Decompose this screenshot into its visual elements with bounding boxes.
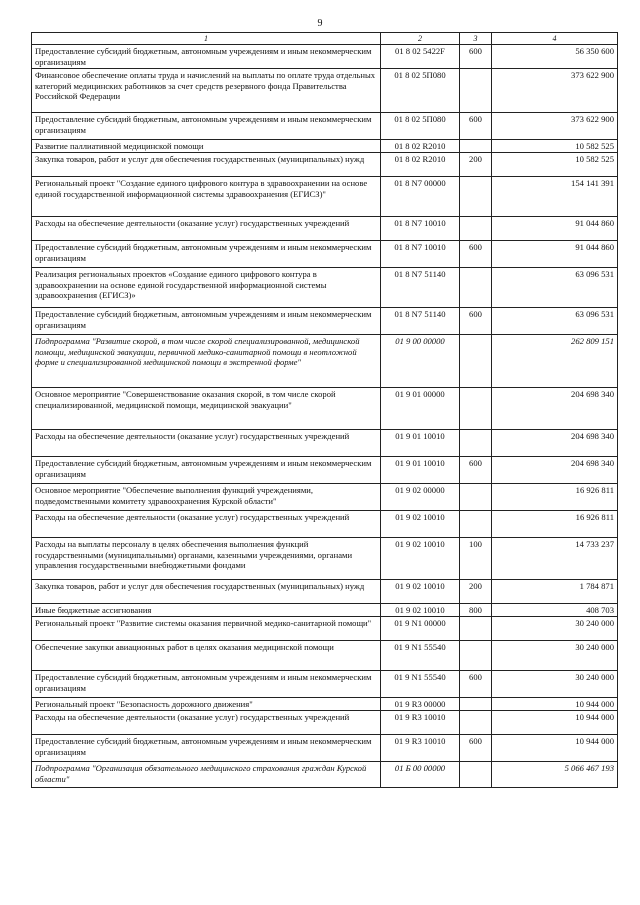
row-name-cell: Финансовое обеспечение оплаты труда и начислений на выплаты по оплате труда отдельных категорий медицинских работников за счет средств резервного фонда Правительства Российской Федерации bbox=[32, 69, 381, 113]
row-type-cell: 600 bbox=[460, 45, 492, 69]
row-amount-cell: 10 582 525 bbox=[492, 140, 618, 153]
row-amount-cell: 10 944 000 bbox=[492, 711, 618, 735]
row-amount-cell: 30 240 000 bbox=[492, 641, 618, 671]
row-name-cell: Предоставление субсидий бюджетным, автономным учреждениям и иным некоммерческим организациям bbox=[32, 671, 381, 698]
row-name-cell: Предоставление субсидий бюджетным, автономным учреждениям и иным некоммерческим организациям bbox=[32, 457, 381, 484]
row-name-cell: Обеспечение закупки авиационных работ в целях оказания медицинской помощи bbox=[32, 641, 381, 671]
row-amount-cell: 10 944 000 bbox=[492, 698, 618, 711]
row-name-cell: Предоставление субсидий бюджетным, автономным учреждениям и иным некоммерческим организациям bbox=[32, 735, 381, 762]
row-name-cell: Закупка товаров, работ и услуг для обеспечения государственных (муниципальных) нужд bbox=[32, 580, 381, 604]
row-amount-cell: 14 733 237 bbox=[492, 538, 618, 580]
row-name-cell: Предоставление субсидий бюджетным, автономным учреждениям и иным некоммерческим организациям bbox=[32, 45, 381, 69]
row-name-cell: Расходы на обеспечение деятельности (оказание услуг) государственных учреждений bbox=[32, 217, 381, 241]
row-type-cell bbox=[460, 617, 492, 641]
table-row bbox=[32, 711, 618, 735]
row-type-cell bbox=[460, 140, 492, 153]
row-amount-cell: 204 698 340 bbox=[492, 457, 618, 484]
table-row bbox=[32, 641, 618, 671]
table-row bbox=[32, 268, 618, 308]
row-name-cell: Расходы на выплаты персоналу в целях обеспечения выполнения функций государственными (муниципальными) органами, казенными учреждениями, органами управления государственными внебюджетными фондами bbox=[32, 538, 381, 580]
row-name-cell: Подпрограмма "Организация обязательного медицинского страхования граждан Курской области" bbox=[32, 762, 381, 788]
table-row bbox=[32, 45, 618, 69]
row-amount-cell: 56 350 600 bbox=[492, 45, 618, 69]
row-amount-cell: 154 141 391 bbox=[492, 177, 618, 217]
row-code-cell: 01 8 02 5П080 bbox=[381, 69, 460, 113]
budget-table-body bbox=[32, 33, 618, 788]
row-code-cell: 01 9 R3 10010 bbox=[381, 735, 460, 762]
row-code-cell: 01 9 02 10010 bbox=[381, 511, 460, 538]
row-type-cell: 200 bbox=[460, 153, 492, 177]
table-row bbox=[32, 698, 618, 711]
row-type-cell: 600 bbox=[460, 113, 492, 140]
row-name-cell: Развитие паллиативной медицинской помощи bbox=[32, 140, 381, 153]
row-name-cell: Основное мероприятие "Обеспечение выполнения функций учреждениями, подведомственными комитету здравоохранения Курской области" bbox=[32, 484, 381, 511]
row-code-cell: 01 8 02 R2010 bbox=[381, 153, 460, 177]
table-row bbox=[32, 153, 618, 177]
row-amount-cell: 30 240 000 bbox=[492, 617, 618, 641]
table-row bbox=[32, 308, 618, 335]
row-code-cell: 01 8 02 R2010 bbox=[381, 140, 460, 153]
row-code-cell: 01 8 N7 51140 bbox=[381, 268, 460, 308]
row-amount-cell: 1 784 871 bbox=[492, 580, 618, 604]
row-amount-cell: 204 698 340 bbox=[492, 430, 618, 457]
row-name-cell: Реализация региональных проектов «Создание единого цифрового контура в здравоохранении на основе единой государственной информационной системы здравоохранения (ЕГИСЗ)» bbox=[32, 268, 381, 308]
row-name-cell: Закупка товаров, работ и услуг для обеспечения государственных (муниципальных) нужд bbox=[32, 153, 381, 177]
row-type-cell: 600 bbox=[460, 735, 492, 762]
row-code-cell: 01 9 02 10010 bbox=[381, 604, 460, 617]
table-row bbox=[32, 241, 618, 268]
row-name-cell: Расходы на обеспечение деятельности (оказание услуг) государственных учреждений bbox=[32, 430, 381, 457]
row-type-cell: 600 bbox=[460, 457, 492, 484]
row-code-cell: 01 9 00 00000 bbox=[381, 335, 460, 388]
row-code-cell: 01 9 R3 00000 bbox=[381, 698, 460, 711]
table-row bbox=[32, 617, 618, 641]
row-type-cell: 100 bbox=[460, 538, 492, 580]
row-type-cell bbox=[460, 69, 492, 113]
row-name-cell: Предоставление субсидий бюджетным, автономным учреждениям и иным некоммерческим организациям bbox=[32, 113, 381, 140]
row-code-cell: 01 9 02 10010 bbox=[381, 580, 460, 604]
row-name-cell: Расходы на обеспечение деятельности (оказание услуг) государственных учреждений bbox=[32, 711, 381, 735]
header-col-code: 2 bbox=[381, 33, 460, 45]
row-type-cell bbox=[460, 698, 492, 711]
row-amount-cell: 91 044 860 bbox=[492, 241, 618, 268]
table-row bbox=[32, 511, 618, 538]
table-row bbox=[32, 177, 618, 217]
row-code-cell: 01 9 01 00000 bbox=[381, 388, 460, 430]
row-amount-cell: 30 240 000 bbox=[492, 671, 618, 698]
header-col-name: 1 bbox=[32, 33, 381, 45]
row-name-cell: Основное мероприятие "Совершенствование оказания скорой, в том числе скорой специализированной, медицинской помощи, медицинской эвакуации" bbox=[32, 388, 381, 430]
row-code-cell: 01 9 N1 55540 bbox=[381, 671, 460, 698]
row-type-cell: 600 bbox=[460, 308, 492, 335]
table-row bbox=[32, 762, 618, 788]
row-name-cell: Иные бюджетные ассигнования bbox=[32, 604, 381, 617]
row-code-cell: 01 Б 00 00000 bbox=[381, 762, 460, 788]
row-amount-cell: 63 096 531 bbox=[492, 268, 618, 308]
row-code-cell: 01 8 N7 10010 bbox=[381, 217, 460, 241]
row-amount-cell: 10 582 525 bbox=[492, 153, 618, 177]
page-number: 9 bbox=[317, 18, 323, 29]
row-amount-cell: 16 926 811 bbox=[492, 511, 618, 538]
row-amount-cell: 408 703 bbox=[492, 604, 618, 617]
table-row bbox=[32, 69, 618, 113]
row-name-cell: Региональный проект "Развитие системы оказания первичной медико-санитарной помощи" bbox=[32, 617, 381, 641]
row-amount-cell: 5 066 467 193 bbox=[492, 762, 618, 788]
row-type-cell: 600 bbox=[460, 671, 492, 698]
row-code-cell: 01 9 01 10010 bbox=[381, 457, 460, 484]
table-row bbox=[32, 538, 618, 580]
table-row bbox=[32, 388, 618, 430]
row-type-cell bbox=[460, 388, 492, 430]
row-amount-cell: 91 044 860 bbox=[492, 217, 618, 241]
row-amount-cell: 63 096 531 bbox=[492, 308, 618, 335]
header-col-type: 3 bbox=[460, 33, 492, 45]
header-col-amount: 4 bbox=[492, 33, 618, 45]
row-code-cell: 01 9 02 10010 bbox=[381, 538, 460, 580]
row-amount-cell: 373 622 900 bbox=[492, 69, 618, 113]
table-row bbox=[32, 217, 618, 241]
table-row bbox=[32, 671, 618, 698]
table-row bbox=[32, 113, 618, 140]
row-name-cell: Региональный проект "Безопасность дорожного движения" bbox=[32, 698, 381, 711]
table-row bbox=[32, 580, 618, 604]
row-code-cell: 01 8 02 5422F bbox=[381, 45, 460, 69]
table-row bbox=[32, 457, 618, 484]
table-row bbox=[32, 430, 618, 457]
row-type-cell bbox=[460, 217, 492, 241]
row-type-cell bbox=[460, 511, 492, 538]
row-type-cell bbox=[460, 711, 492, 735]
row-code-cell: 01 9 01 10010 bbox=[381, 430, 460, 457]
row-code-cell: 01 9 02 00000 bbox=[381, 484, 460, 511]
row-name-cell: Предоставление субсидий бюджетным, автономным учреждениям и иным некоммерческим организациям bbox=[32, 241, 381, 268]
row-type-cell: 600 bbox=[460, 241, 492, 268]
row-amount-cell: 262 809 151 bbox=[492, 335, 618, 388]
row-name-cell: Расходы на обеспечение деятельности (оказание услуг) государственных учреждений bbox=[32, 511, 381, 538]
row-name-cell: Региональный проект "Создание единого цифрового контура в здравоохранении на основе единой государственной информационной системы здравоохранения (ЕГИСЗ)" bbox=[32, 177, 381, 217]
row-type-cell: 200 bbox=[460, 580, 492, 604]
row-code-cell: 01 8 N7 00000 bbox=[381, 177, 460, 217]
row-type-cell bbox=[460, 335, 492, 388]
row-code-cell: 01 8 N7 10010 bbox=[381, 241, 460, 268]
row-name-cell: Предоставление субсидий бюджетным, автономным учреждениям и иным некоммерческим организациям bbox=[32, 308, 381, 335]
row-code-cell: 01 9 N1 55540 bbox=[381, 641, 460, 671]
row-amount-cell: 204 698 340 bbox=[492, 388, 618, 430]
row-amount-cell: 373 622 900 bbox=[492, 113, 618, 140]
row-type-cell bbox=[460, 268, 492, 308]
budget-table bbox=[31, 32, 618, 788]
row-type-cell bbox=[460, 177, 492, 217]
row-type-cell bbox=[460, 641, 492, 671]
row-amount-cell: 10 944 000 bbox=[492, 735, 618, 762]
row-code-cell: 01 9 R3 10010 bbox=[381, 711, 460, 735]
table-row bbox=[32, 735, 618, 762]
table-row bbox=[32, 484, 618, 511]
table-header-row bbox=[32, 33, 618, 45]
row-type-cell bbox=[460, 762, 492, 788]
table-row bbox=[32, 140, 618, 153]
row-type-cell bbox=[460, 484, 492, 511]
row-type-cell bbox=[460, 430, 492, 457]
row-code-cell: 01 8 N7 51140 bbox=[381, 308, 460, 335]
table-row bbox=[32, 335, 618, 388]
row-amount-cell: 16 926 811 bbox=[492, 484, 618, 511]
row-type-cell: 800 bbox=[460, 604, 492, 617]
row-code-cell: 01 8 02 5П080 bbox=[381, 113, 460, 140]
row-name-cell: Подпрограмма "Развитие скорой, в том числе скорой специализированной, медицинской помощи, медицинской эвакуации, первичной медико-санитарной помощи в неотложной форме и специализированной медицинской помощи в экстренной форме" bbox=[32, 335, 381, 388]
table-row bbox=[32, 604, 618, 617]
row-code-cell: 01 9 N1 00000 bbox=[381, 617, 460, 641]
